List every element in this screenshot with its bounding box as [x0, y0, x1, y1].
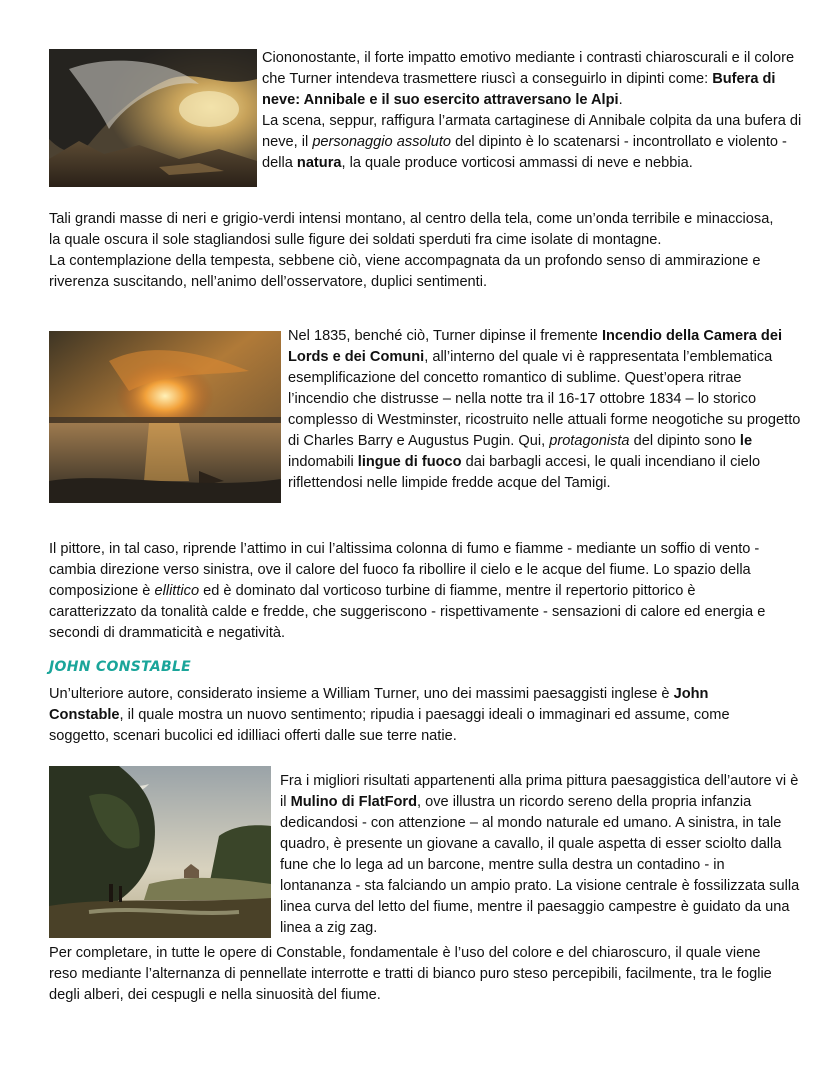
paragraph-constable-intro: Un’ulteriore autore, considerato insieme a William Turner, uno dei massimi paesaggisti inglese è John Constable, il quale mostra un nuovo sentimento; ripudia i paesaggi ideali o immaginari ed assume, come soggetto, scenari bucolici ed idilliaci offerti dalle sue terre natie. — [49, 686, 730, 744]
paragraph-masses: Tali grandi masse di neri e grigio-verdi intensi montano, al centro della tela, come un’onda terribile e minacciosa, la quale oscura il sole stagliandosi sulle figure dei soldati sperduti fra cime isolate di montagne. La contemplazione della tempesta, sebbene ciò, viene accompagnata da un profondo senso di ammirazione e riverenza suscitando, nell’animo dell’osservatore, duplici sentimenti. — [49, 211, 774, 290]
painting-flatford-mill-image — [49, 766, 271, 938]
paragraph-conclusion: Per completare, in tutte le opere di Constable, fondamentale è l’uso del colore e del chiaroscuro, il quale viene reso mediante l’alternanza di pennellate interrotte e tratti di bianco puro steso percepibili, facilmente, tra le foglie degli alberi, dei cespugli e nella sinuosità del fiume. — [49, 945, 772, 1003]
painting-title-snow-storm: Bufera di neve: Annibale e il suo esercito attraversano le Alpi — [262, 71, 776, 108]
burning-parliament-text: Nel 1835, benché ciò, Turner dipinse il fremente Incendio della Camera dei Lords e dei Comuni, all’interno del quale vi è rappresentata l’emblematica esemplificazione del concetto romantico di sublime. Quest’opera ritrae l’incendio che distrusse – nella notte tra il 16-17 ottobre 1834 – lo storico complesso di Westminster, ricostruito nelle attuali forme neogotiche su progetto di Charles Barry e Augustus Pugin. Qui, protagonista del dipinto sono le indomabili lingue di fuoco dai barbagli accesi, le quali incendiano il cielo riflettendosi nelle limpide fredde acque del Tamigi. — [288, 328, 801, 491]
snow-storm-text: Ciononostante, il forte impatto emotivo mediante i contrasti chiaroscurali e il colore che Turner intendeva trasmettere riuscì a conseguirlo in dipinti come: Bufera di neve: Annibale e il suo esercito attraversano le Alpi. La scena, seppur, raffigura l’armata cartaginese di Annibale colpita da una bufera di neve, il personaggio assoluto del dipinto è lo scatenarsi - incontrollato e violento - della natura, la quale produce vorticosi ammassi di neve e nebbia. — [262, 50, 802, 171]
painting-title-burning-parliament: Incendio della Camera dei Lords e dei Comuni — [288, 328, 783, 365]
painting-snow-storm-image — [49, 49, 257, 187]
section-heading-john-constable: JOHN CONSTABLE — [49, 659, 192, 675]
painting-title-flatford-mill: Mulino di FlatFord — [290, 794, 418, 810]
paragraph-composition: Il pittore, in tal caso, riprende l’attimo in cui l’altissima colonna di fumo e fiamme - mediante un soffio di vento - cambia direzione verso sinistra, ove il calore del fuoco fa ribollire il cielo e le acque del fiume. Lo spazio della composizione è ellittico ed è dominato dal vorticoso turbine di fiamme, mentre il repertorio pittorico è caratterizzato da tonalità calde e fredde, che suggeriscono - rispettivamente - sensazioni di calore ed energia e secondi di drammaticità e negatività. — [49, 541, 766, 641]
flatford-mill-text: Fra i migliori risultati appartenenti alla prima pittura paesaggistica dell’autore vi è il Mulino di FlatFord, ove illustra un ricordo sereno della propria infanzia dedicandosi - con attenzione – al mondo naturale ed umano. A sinistra, in tale quadro, è presente un giovane a cavallo, il quale aspetta di esser sciolto dalla fune che lo lega ad un barcone, mentre sulla destra un contadino - in lontananza - sta falciando un ampio prato. La visione centrale è fossilizzata sulla linea curva del letto del fiume, mentre il paesaggio campestre è guidato da una linea a zig zag. — [280, 773, 800, 936]
painting-burning-parliament-image — [49, 331, 281, 503]
